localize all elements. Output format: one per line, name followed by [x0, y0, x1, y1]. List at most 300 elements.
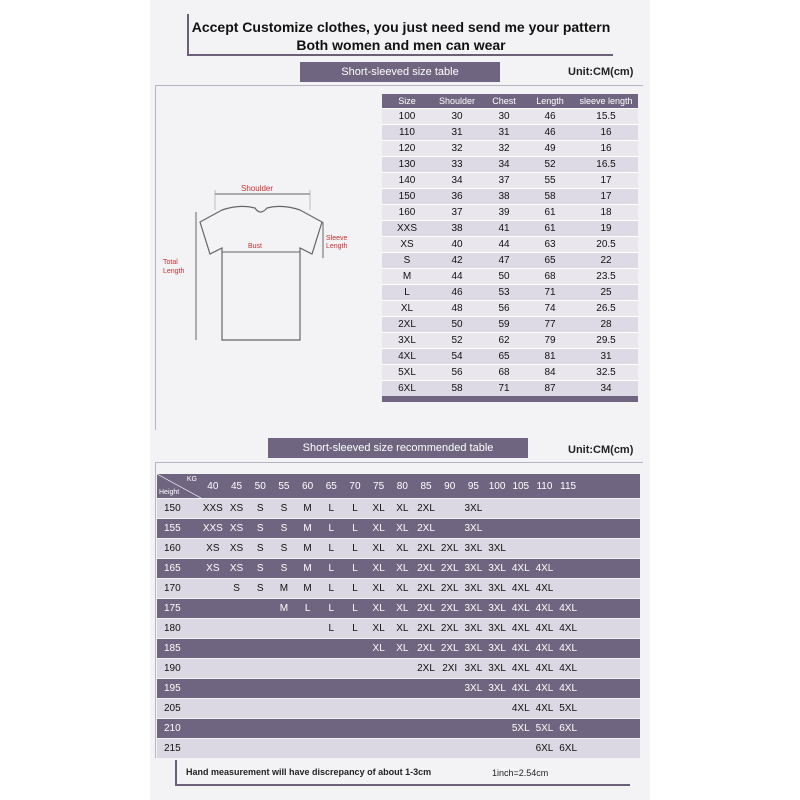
- weight-header: 50: [254, 480, 266, 492]
- table-cell: M: [402, 271, 412, 282]
- table-cell: 87: [544, 383, 556, 394]
- table-cell: 16: [600, 143, 612, 154]
- table-cell: 140: [398, 175, 416, 186]
- size-cell: XL: [396, 642, 409, 654]
- size-cell: 2XL: [417, 622, 435, 634]
- size-cell: 6XL: [559, 722, 578, 734]
- weight-header: 70: [349, 480, 361, 492]
- table-cell: 17: [600, 175, 612, 186]
- size-cell: L: [328, 522, 335, 534]
- size-cell: L: [352, 582, 358, 594]
- size-cell: XL: [372, 562, 385, 574]
- size-cell: 3XL: [464, 662, 483, 674]
- table-cell: 32: [451, 143, 463, 154]
- size-cell: L: [328, 502, 335, 514]
- table-row: [157, 499, 640, 519]
- table-cell: 53: [498, 287, 510, 298]
- size-cell: 4XL: [559, 622, 578, 634]
- size-cell: L: [328, 582, 335, 594]
- size-cell: 6XL: [559, 742, 578, 754]
- table-cell: 38: [451, 223, 463, 234]
- table-cell: 71: [544, 287, 556, 298]
- footer-bracket: [175, 760, 177, 786]
- table-cell: 48: [451, 303, 463, 314]
- size-cell: XL: [396, 602, 409, 614]
- table-cell: 58: [451, 383, 463, 394]
- size-cell: M: [303, 582, 312, 594]
- size-cell: XS: [229, 522, 244, 534]
- sleeve-label: Sleeve: [326, 235, 348, 242]
- height-cell: 185: [164, 642, 181, 654]
- weight-header: 65: [325, 480, 337, 492]
- size-cell: L: [328, 542, 335, 554]
- size-cell: 2XL: [440, 582, 459, 594]
- table-cell: 150: [398, 191, 416, 202]
- size-cell: 3XL: [488, 562, 506, 574]
- table-cell: 18: [600, 207, 612, 218]
- size-cell: XL: [396, 542, 409, 554]
- table-cell: 2XL: [398, 319, 416, 330]
- size-cell: 2XL: [417, 642, 435, 654]
- size-cell: XS: [206, 542, 220, 554]
- table-row: [157, 599, 640, 619]
- table-row: [382, 188, 638, 204]
- recommended-table-body: [157, 499, 640, 759]
- header-line-2: Both women and men can wear: [296, 37, 506, 53]
- table-row: [157, 619, 640, 639]
- size-cell: 3XL: [464, 642, 483, 654]
- size-cell: XL: [396, 502, 409, 514]
- table-cell: 160: [398, 207, 416, 218]
- column-header: sleeve length: [579, 96, 633, 106]
- size-cell: XL: [372, 642, 385, 654]
- size-cell: L: [328, 602, 335, 614]
- recommended-size-table: [157, 474, 640, 758]
- size-cell: 3XL: [464, 602, 483, 614]
- table-row: [382, 236, 638, 252]
- height-cell: 195: [164, 682, 181, 694]
- table-cell: 84: [544, 367, 556, 378]
- footer-bracket: [175, 784, 630, 786]
- size-cell: 2XL: [440, 642, 459, 654]
- table-cell: 65: [498, 351, 510, 362]
- weight-header: 45: [230, 480, 243, 492]
- height-cell: 205: [164, 702, 181, 714]
- table-cell: 32.5: [596, 367, 616, 378]
- size-cell: L: [352, 522, 358, 534]
- total-length-label: Length: [163, 268, 185, 275]
- size-cell: 2XL: [417, 602, 435, 614]
- sleeve-length-label: Length: [326, 243, 348, 250]
- table-cell: 42: [451, 255, 463, 266]
- table-cell: 46: [451, 287, 463, 298]
- table-cell: 77: [544, 319, 556, 330]
- size-cell: 4XL: [511, 662, 530, 674]
- table-row: [382, 348, 638, 364]
- size-cell: 5XL: [535, 722, 554, 734]
- table-cell: 130: [398, 159, 416, 170]
- table-cell: 20.5: [596, 239, 616, 250]
- table-cell: 56: [451, 367, 463, 378]
- size-cell: 3XL: [488, 582, 506, 594]
- size-cell: 3XL: [464, 522, 483, 534]
- size-cell: L: [352, 622, 358, 634]
- table-row: [382, 124, 638, 140]
- table-cell: 47: [498, 255, 510, 266]
- table-cell: 52: [451, 335, 463, 346]
- table-row: [382, 204, 638, 220]
- table-cell: 74: [544, 303, 556, 314]
- table-row: [382, 380, 638, 396]
- height-cell: 155: [164, 522, 181, 534]
- table-cell: 31: [451, 127, 463, 138]
- table-cell: 16.5: [596, 159, 616, 170]
- table-cell: 55: [544, 175, 556, 186]
- size-cell: 2XL: [440, 602, 459, 614]
- table-cell: 41: [498, 223, 510, 234]
- height-cell: 165: [164, 562, 181, 574]
- table-row: [157, 719, 640, 739]
- weight-header: 110: [536, 480, 553, 492]
- size-cell: XL: [396, 582, 409, 594]
- table-row: [157, 639, 640, 659]
- table-cell: 44: [498, 239, 510, 250]
- total-label: Total: [163, 259, 178, 266]
- table-cell: 32: [498, 143, 510, 154]
- table-row: [382, 156, 638, 172]
- tshirt-outline-icon: [200, 206, 322, 340]
- table-cell: 3XL: [398, 335, 416, 346]
- table-cell: 37: [451, 207, 463, 218]
- height-cell: 215: [164, 742, 181, 754]
- size-cell: M: [303, 522, 312, 534]
- height-cell: 210: [164, 722, 181, 734]
- table-row: [157, 539, 640, 559]
- table-cell: XS: [400, 239, 414, 250]
- size-cell: 4XL: [559, 662, 578, 674]
- table-row: [382, 300, 638, 316]
- divider-line: [155, 462, 156, 758]
- table-cell: 63: [544, 239, 556, 250]
- table-cell: 50: [451, 319, 463, 330]
- weight-header: 60: [302, 480, 314, 492]
- table-cell: 50: [498, 271, 510, 282]
- size-cell: 4XL: [535, 682, 554, 694]
- table-row: [157, 699, 640, 719]
- size-cell: 2XI: [442, 662, 458, 674]
- size-cell: L: [352, 602, 358, 614]
- table-cell: 39: [498, 207, 510, 218]
- size-table-body: [382, 108, 638, 396]
- size-cell: 4XL: [511, 562, 530, 574]
- size-cell: M: [279, 582, 289, 594]
- table-row: [382, 364, 638, 380]
- size-cell: 4XL: [511, 622, 530, 634]
- size-cell: 3XL: [488, 682, 506, 694]
- weight-header: 40: [207, 480, 219, 492]
- table-cell: 81: [544, 351, 556, 362]
- table-cell: 54: [451, 351, 463, 362]
- size-cell: XL: [396, 522, 409, 534]
- recommended-table-header: [157, 474, 640, 498]
- size-cell: S: [256, 522, 264, 534]
- size-cell: 4XL: [511, 682, 530, 694]
- size-cell: 4XL: [559, 682, 578, 694]
- table-cell: 110: [399, 127, 415, 138]
- table-row: [382, 140, 638, 156]
- table-cell: 44: [451, 271, 463, 282]
- header-box: [187, 14, 613, 56]
- table-row: [382, 284, 638, 300]
- size-cell: S: [280, 502, 288, 514]
- table-cell: L: [404, 287, 410, 298]
- table-cell: 68: [498, 367, 510, 378]
- table-row: [157, 559, 640, 579]
- size-table: [382, 94, 638, 402]
- size-cell: 4XL: [535, 702, 554, 714]
- table-cell: 40: [451, 239, 463, 250]
- size-cell: 2XL: [417, 522, 435, 534]
- table-row: [382, 268, 638, 284]
- column-header: Chest: [492, 96, 516, 106]
- size-cell: 4XL: [511, 642, 530, 654]
- table-cell: 79: [544, 335, 556, 346]
- table-cell: 59: [498, 319, 510, 330]
- weight-header: 85: [420, 480, 432, 492]
- size-cell: XL: [372, 522, 385, 534]
- size-cell: S: [256, 502, 264, 514]
- table-cell: XXS: [396, 223, 417, 234]
- size-cell: 3XL: [488, 662, 506, 674]
- size-cell: 4XL: [535, 582, 554, 594]
- size-cell: S: [256, 582, 264, 594]
- size-cell: L: [352, 542, 358, 554]
- size-cell: S: [280, 522, 288, 534]
- size-cell: S: [256, 562, 264, 574]
- table-cell: 17: [600, 191, 612, 202]
- table-cell: 120: [398, 143, 416, 154]
- table-cell: 34: [600, 383, 612, 394]
- tshirt-diagram: [160, 180, 360, 350]
- size-cell: S: [256, 542, 264, 554]
- inch-conversion: 1inch=2.54cm: [492, 768, 549, 778]
- size-cell: 2XL: [417, 662, 435, 674]
- corner-kg-label: KG: [186, 476, 197, 483]
- table-cell: 62: [498, 335, 510, 346]
- corner-height-label: Height: [159, 489, 180, 496]
- size-cell: 2XL: [440, 562, 459, 574]
- table-row: [157, 679, 640, 699]
- column-header: Length: [536, 96, 564, 106]
- weight-header: 100: [488, 480, 506, 492]
- divider-line: [155, 462, 643, 463]
- table-cell: 15.5: [596, 111, 616, 122]
- column-header: Size: [398, 96, 416, 106]
- size-cell: XL: [372, 582, 385, 594]
- shoulder-label: Shoulder: [241, 184, 274, 193]
- size-cell: 4XL: [535, 662, 554, 674]
- size-cell: S: [280, 562, 288, 574]
- size-cell: 5XL: [559, 702, 578, 714]
- size-table-header: [382, 94, 638, 108]
- table-cell: XL: [400, 303, 414, 314]
- table-cell: 33: [451, 159, 463, 170]
- table-cell: 65: [544, 255, 556, 266]
- size-cell: XL: [372, 502, 385, 514]
- weight-header: 115: [560, 480, 577, 492]
- table-row: [157, 579, 640, 599]
- size-cell: 4XL: [511, 602, 530, 614]
- header-line-1: Accept Customize clothes, you just need send me your pattern: [191, 19, 611, 35]
- size-cell: 2XL: [417, 562, 435, 574]
- table-cell: 4XL: [398, 351, 416, 362]
- size-cell: 2XL: [417, 502, 435, 514]
- size-cell: 4XL: [511, 702, 530, 714]
- table-cell: 29.5: [596, 335, 616, 346]
- table-cell: 34: [451, 175, 463, 186]
- size-cell: 2XL: [417, 542, 435, 554]
- size-cell: 3XL: [488, 622, 506, 634]
- size-cell: 2XL: [440, 542, 459, 554]
- size-cell: 4XL: [559, 602, 578, 614]
- size-cell: XS: [229, 542, 244, 554]
- bust-label: Bust: [248, 243, 263, 250]
- table-cell: 46: [544, 111, 556, 122]
- table-cell: 46: [544, 127, 556, 138]
- table-row: [157, 519, 640, 539]
- table2-unit: Unit:CM(cm): [568, 444, 634, 456]
- table2-title-banner: Short-sleeved size recommended table: [268, 438, 528, 458]
- table-cell: 100: [398, 111, 416, 122]
- size-cell: L: [352, 502, 358, 514]
- table1-title-banner: Short-sleeved size table: [300, 62, 500, 82]
- table-cell: 37: [498, 175, 510, 186]
- size-cell: 5XL: [511, 722, 530, 734]
- table-cell: 28: [600, 319, 612, 330]
- table-cell: 16: [600, 127, 612, 138]
- table-cell: 23.5: [596, 271, 616, 282]
- size-cell: L: [328, 562, 335, 574]
- size-cell: XL: [372, 602, 385, 614]
- table-cell: 30: [498, 111, 510, 122]
- size-cell: XXS: [202, 522, 223, 534]
- table-cell: 56: [498, 303, 510, 314]
- table-cell: 26.5: [596, 303, 616, 314]
- table-cell: 6XL: [398, 383, 416, 394]
- height-cell: 150: [164, 502, 181, 514]
- table-cell: 68: [544, 271, 556, 282]
- table-cell: 25: [600, 287, 612, 298]
- column-header: Shoulder: [438, 96, 476, 106]
- size-cell: XL: [372, 542, 385, 554]
- table-corner-cell: [157, 474, 201, 498]
- size-cell: XS: [229, 502, 244, 514]
- height-cell: 190: [164, 662, 181, 674]
- height-cell: 175: [164, 602, 181, 614]
- table-cell: 61: [544, 207, 556, 218]
- table-cell: 31: [600, 351, 612, 362]
- size-cell: XL: [372, 622, 385, 634]
- table-cell: 58: [544, 191, 556, 202]
- size-cell: XXS: [202, 502, 223, 514]
- table-cell: 61: [544, 223, 556, 234]
- weight-header: 75: [373, 480, 385, 492]
- weight-header: 55: [278, 480, 290, 492]
- table-row: [382, 172, 638, 188]
- size-table-footer-bar: [382, 396, 638, 402]
- table-cell: S: [403, 255, 411, 266]
- table-cell: 22: [600, 255, 612, 266]
- size-cell: 3XL: [488, 542, 506, 554]
- table-cell: 36: [451, 191, 463, 202]
- table-row: [382, 252, 638, 268]
- size-cell: 4XL: [535, 622, 554, 634]
- size-cell: 3XL: [488, 602, 506, 614]
- weight-header: 105: [512, 480, 530, 492]
- size-cell: M: [303, 562, 312, 574]
- table-cell: 30: [451, 111, 463, 122]
- size-cell: L: [328, 622, 335, 634]
- height-cell: 180: [164, 622, 181, 634]
- table-row: [382, 220, 638, 236]
- height-cell: 160: [164, 542, 181, 554]
- table-row: [157, 659, 640, 679]
- weight-header: 90: [444, 480, 456, 492]
- size-cell: M: [279, 602, 289, 614]
- table-cell: 71: [498, 383, 510, 394]
- size-cell: 4XL: [535, 642, 554, 654]
- size-cell: 2XL: [440, 622, 459, 634]
- size-cell: 3XL: [464, 622, 483, 634]
- size-cell: 3XL: [464, 582, 483, 594]
- size-cell: M: [303, 502, 312, 514]
- table-row: [382, 316, 638, 332]
- table-cell: 34: [498, 159, 510, 170]
- divider-line: [155, 85, 643, 86]
- table-cell: 38: [498, 191, 510, 202]
- size-cell: XS: [206, 562, 220, 574]
- size-cell: L: [304, 602, 311, 614]
- size-cell: 4XL: [535, 602, 554, 614]
- size-cell: S: [233, 582, 240, 594]
- size-cell: 4XL: [559, 642, 578, 654]
- weight-header: 80: [396, 480, 408, 492]
- size-cell: 2XL: [417, 582, 435, 594]
- weight-header: 95: [467, 480, 479, 492]
- table-row: [157, 739, 640, 759]
- table-cell: 19: [600, 223, 612, 234]
- size-cell: S: [280, 542, 288, 554]
- size-cell: 3XL: [464, 502, 483, 514]
- table-cell: 49: [544, 143, 556, 154]
- table-row: [382, 108, 638, 124]
- size-cell: XL: [396, 562, 409, 574]
- size-cell: 3XL: [464, 562, 483, 574]
- size-cell: M: [303, 542, 312, 554]
- size-cell: 4XL: [535, 562, 554, 574]
- size-cell: L: [352, 562, 358, 574]
- height-cell: 170: [164, 582, 181, 594]
- size-cell: 3XL: [488, 642, 506, 654]
- size-cell: 6XL: [535, 742, 554, 754]
- measurement-note: Hand measurement will have discrepancy of about 1-3cm: [186, 767, 432, 777]
- table-cell: 5XL: [398, 367, 416, 378]
- size-cell: 4XL: [511, 582, 530, 594]
- size-cell: 3XL: [464, 542, 483, 554]
- table-cell: 31: [498, 127, 510, 138]
- size-cell: 3XL: [464, 682, 483, 694]
- size-cell: XL: [396, 622, 409, 634]
